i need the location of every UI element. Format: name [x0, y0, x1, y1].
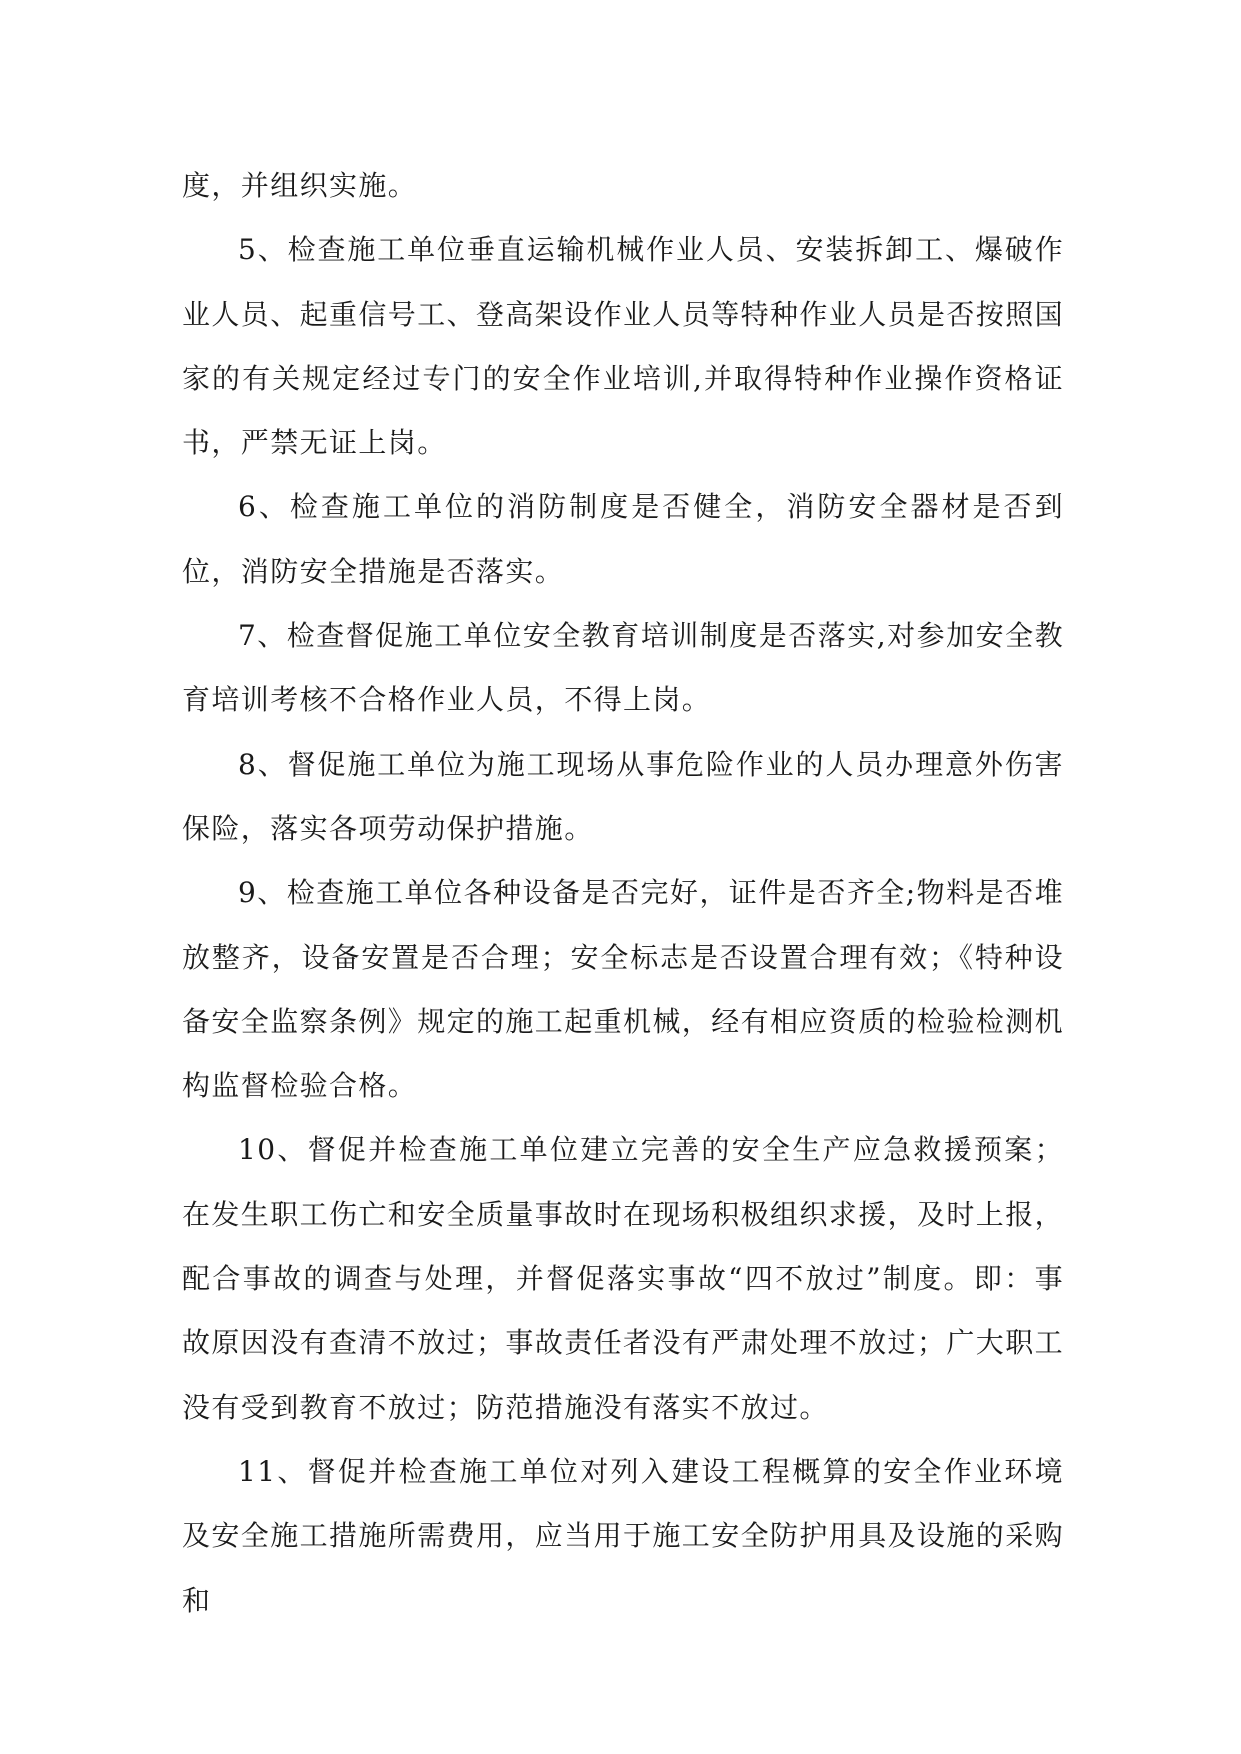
paragraph-item-10: 10、督促并检查施工单位建立完善的安全生产应急救援预案；在发生职工伤亡和安全质量事故时在现场积极组织求援，及时上报，配合事故的调查与处理，并督促落实事故“四不放过”制度。即：事故原因没有查清不放过；事故责任者没有严肃处理不放过；广大职工没有受到教育不放过；防范措施没有落实不放过。: [182, 1133, 1065, 1424]
document-body: [182, 154, 1064, 1633]
paragraph-item-8: 8、督促施工单位为施工现场从事危险作业的人员办理意外伤害保险，落实各项劳动保护措施。: [182, 747, 1064, 845]
paragraph-continuation: 度，并组织实施。: [182, 169, 418, 202]
paragraph-item-9: 9、检查施工单位各种设备是否完好，证件是否齐全;物料是否堆放整齐，设备安置是否合理；安全标志是否设置合理有效；《特种设备安全监察条例》规定的施工起重机械，经有相应资质的检验检测机构监督检验合格。: [182, 876, 1065, 1103]
paragraph-item-6: 6、检查施工单位的消防制度是否健全，消防安全器材是否到位，消防安全措施是否落实。: [182, 490, 1064, 588]
paragraph-item-5: 5、检查施工单位垂直运输机械作业人员、安装拆卸工、爆破作业人员、起重信号工、登高架设作业人员等特种作业人员是否按照国家的有关规定经过专门的安全作业培训,并取得特种作业操作资格证书，严禁无证上岗。: [182, 233, 1065, 460]
paragraph-item-11: 11、督促并检查施工单位对列入建设工程概算的安全作业环境及安全施工措施所需费用，应当用于施工安全防护用具及设施的采购和: [182, 1454, 1065, 1617]
paragraph-item-7: 7、检查督促施工单位安全教育培训制度是否落实,对参加安全教育培训考核不合格作业人员，不得上岗。: [182, 619, 1064, 717]
